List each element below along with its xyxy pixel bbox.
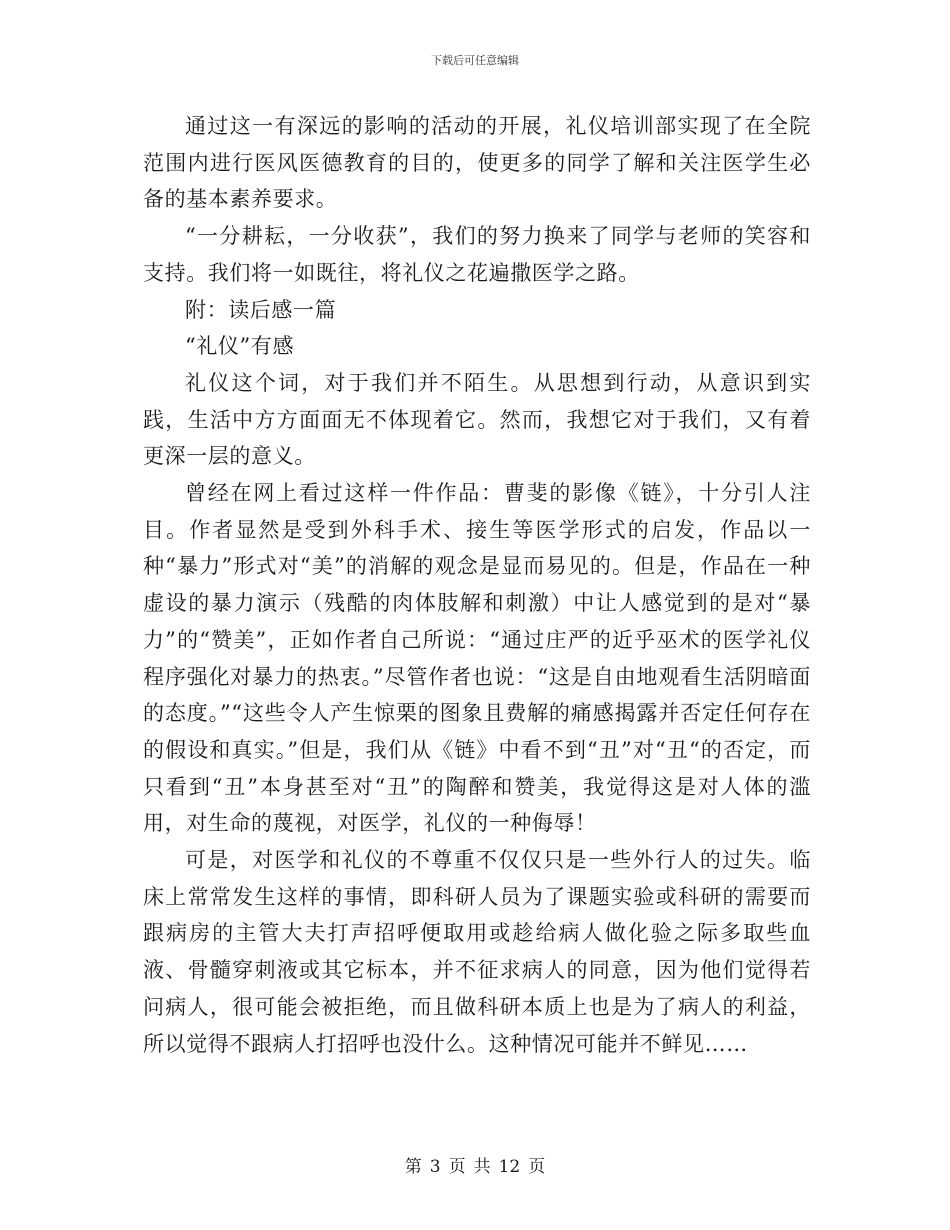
document-body	[143, 108, 811, 1062]
section-title: “礼仪”有感	[185, 334, 295, 359]
paragraph: 通过这一有深远的影响的活动的开展，礼仪培训部实现了在全院范围内进行医风医德教育的目的，使更多的同学了解和关注医学生必备的基本素养要求。	[143, 114, 811, 212]
footer-suffix: 页	[528, 1157, 546, 1177]
footer-page-word: 页	[448, 1157, 466, 1177]
total-pages-number: 12	[498, 1157, 521, 1177]
paragraph: 可是，对医学和礼仪的不尊重不仅仅只是一些外行人的过失。临床上常常发生这样的事情，即科研人员为了课题实验或科研的需要而跟病房的主管大夫打声招呼便取用或趁给病人做化验之际多取些血液、骨髓穿刺液或其它标本，并不征求病人的同意，因为他们觉得若问病人，很可能会被拒绝，而且做科研本质上也是为了病人的利益，所以觉得不跟病人打招呼也没什么。这种情况可能并不鲜见……	[143, 848, 811, 1056]
paragraph: 曾经在网上看过这样一件作品：曹斐的影像《链》，十分引人注目。作者显然是受到外科手术、接生等医学形式的启发，作品以一种“暴力”形式对“美”的消解的观念是显而易见的。但是，作品在一种虚设的暴力演示（残酷的肉体肢解和刺激）中让人感觉到的是对“暴力”的“赞美”，正如作者自己所说：“通过庄严的近乎巫术的医学礼仪程序强化对暴力的热衷。”尽管作者也说：“这是自由地观看生活阴暗面的态度。”“这些令人产生惊栗的图象且费解的痛感揭露并否定任何存在的假设和真实。”但是，我们从《链》中看不到“丑”对“丑“的否定，而只看到“丑”本身甚至对“丑”的陶醉和赞美，我觉得这是对人体的滥用，对生命的蔑视，对医学，礼仪的一种侮辱！	[143, 481, 811, 836]
paragraph: 附：读后感一篇	[185, 297, 337, 322]
paragraph: “一分耕耘，一分收获”，我们的努力换来了同学与老师的笑容和支持。我们将一如既往，将礼仪之花遍撒医学之路。	[143, 224, 811, 285]
footer-total-word: 共	[473, 1157, 491, 1177]
header-note: 下载后可任意编辑	[431, 54, 519, 67]
footer-prefix: 第	[404, 1157, 422, 1177]
paragraph: 礼仪这个词，对于我们并不陌生。从思想到行动，从意识到实践，生活中方方面面无不体现着它。然而，我想它对于我们，又有着更深一层的意义。	[143, 370, 811, 469]
page-footer	[0, 1152, 950, 1177]
current-page-number: 3	[429, 1157, 441, 1177]
